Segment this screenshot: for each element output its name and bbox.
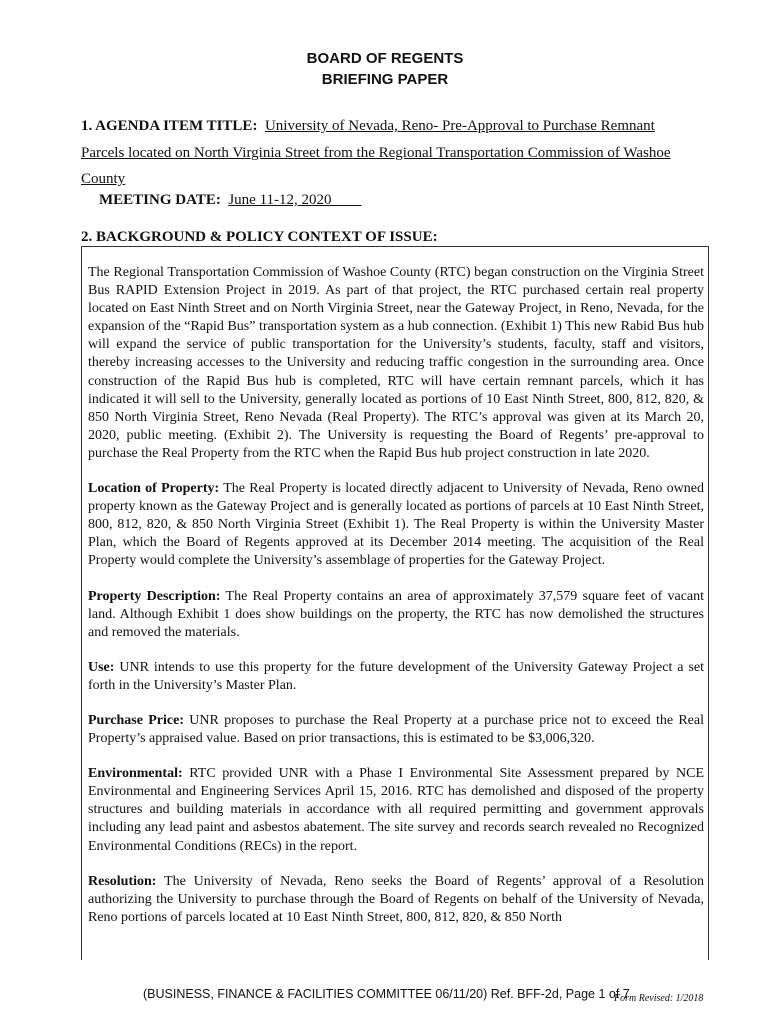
- intro-paragraph: The Regional Transportation Commission of Washoe County (RTC) began construction on the Virginia Street Bus RAPID Extension Project in 2019. As part of that project, the RTC purchased certain real property located on East Ninth Street and on North Virginia Street, near the Gateway Project, in Reno, Nevada, for the expansion of the “Rapid Bus” transportation system as a hub connection. (Exhibit 1) This new Rabid Bus hub will expand the service of public transportation for the University’s students, faculty, staff and visitors, thereby increasing accesses to the University and reducing traffic congestion in the surrounding area. Once construction of the Rapid Bus hub is completed, RTC will have certain remnant parcels, which it has indicated it will sell to the University, generally located as portions of 10 East Ninth Street, 800, 812, 820, & 850 North Virginia Street, Reno Nevada (Real Property). The RTC’s approval was given at its March 20, 2020, public meeting. (Exhibit 2). The University is requesting the Board of Regents’ pre-approval to purchase the Real Property from the RTC when the Rapid Bus hub project construction in late 2020.: [88, 265, 704, 461]
- location-text: The Real Property is located directly adjacent to University of Nevada, Reno owned property known as the Gateway Project and is generally located as portions of parcels at 10 East Ninth Street, 800, 812, 820, & 850 North Virginia Street (Exhibit 1). The Real Property is within the University Master Plan, which the Board of Regents approved at its December 2014 meeting. The acquisition of the Real Property would complete the University’s assemblage of properties for the Gateway Project.: [88, 481, 705, 569]
- use-text: UNR intends to use this property for the future development of the University Gateway Project a set forth in the University’s Master Plan.: [88, 659, 704, 693]
- resolution-label: Resolution:: [88, 873, 157, 889]
- environmental-label: Environmental:: [88, 766, 183, 782]
- agenda-title: University of Nevada, Reno- Pre-Approval to Purchase Remnant Parcels located on North Virginia Street from the Regional Transportation Commission of Washoe County: [81, 118, 671, 187]
- section-heading: 2. BACKGROUND & POLICY CONTEXT OF ISSUE:: [81, 229, 438, 245]
- resolution-paragraph: [88, 873, 704, 927]
- agenda-item: [81, 113, 686, 193]
- background-box: [81, 246, 709, 960]
- description-text: The Real Property contains an area of approximately 37,579 square feet of vacant land. Although Exhibit 1 does show buildings on the property, the RTC has now demolished the structures and removed the materials.: [88, 588, 705, 640]
- page-footer: [0, 987, 770, 1017]
- use-paragraph: [88, 659, 704, 695]
- use-label: Use:: [88, 659, 115, 675]
- location-label: Location of Property:: [88, 481, 220, 497]
- header-title: BOARD OF REGENTS: [306, 50, 464, 67]
- footer-reference: (BUSINESS, FINANCE & FACILITIES COMMITTEE 06/11/20) Ref. BFF-2d, Page 1 of 7: [143, 987, 630, 1001]
- header-subtitle: BRIEFING PAPER: [321, 71, 449, 88]
- agenda-label: 1. AGENDA ITEM TITLE:: [81, 118, 258, 134]
- meeting-date: [99, 192, 362, 209]
- price-label: Purchase Price:: [88, 712, 184, 728]
- meeting-date-value: June 11-12, 2020: [228, 192, 332, 208]
- footer-revised: Form Revised: 1/2018: [614, 993, 704, 1004]
- environmental-text: RTC provided UNR with a Phase I Environmental Site Assessment prepared by NCE Environmental and Engineering Services April 15, 2016. RTC has demolished and disposed of the property structures and building materials in accordance with all required permitting and government approvals including any lead paint and asbestos abatement. The site survey and records search revealed no Recognized Environmental Conditions (RECs) in the report.: [88, 766, 705, 854]
- environmental-paragraph: [88, 765, 704, 855]
- price-paragraph: [88, 712, 704, 748]
- description-paragraph: [88, 588, 704, 642]
- price-text: UNR proposes to purchase the Real Property at a purchase price not to exceed the Real Property’s appraised value. Based on prior transactions, this is estimated to be $3,006,320.: [88, 712, 704, 747]
- resolution-text: The University of Nevada, Reno seeks the Board of Regents’ approval of a Resolution authorizing the University to purchase through the Board of Regents on behalf of the University of Nevada, Reno portions of parcels located at 10 East Ninth Street, 800, 812, 820, & 850 North: [88, 873, 705, 925]
- description-label: Property Description:: [88, 588, 221, 604]
- meeting-date-label: MEETING DATE:: [99, 192, 221, 208]
- location-paragraph: [88, 480, 704, 570]
